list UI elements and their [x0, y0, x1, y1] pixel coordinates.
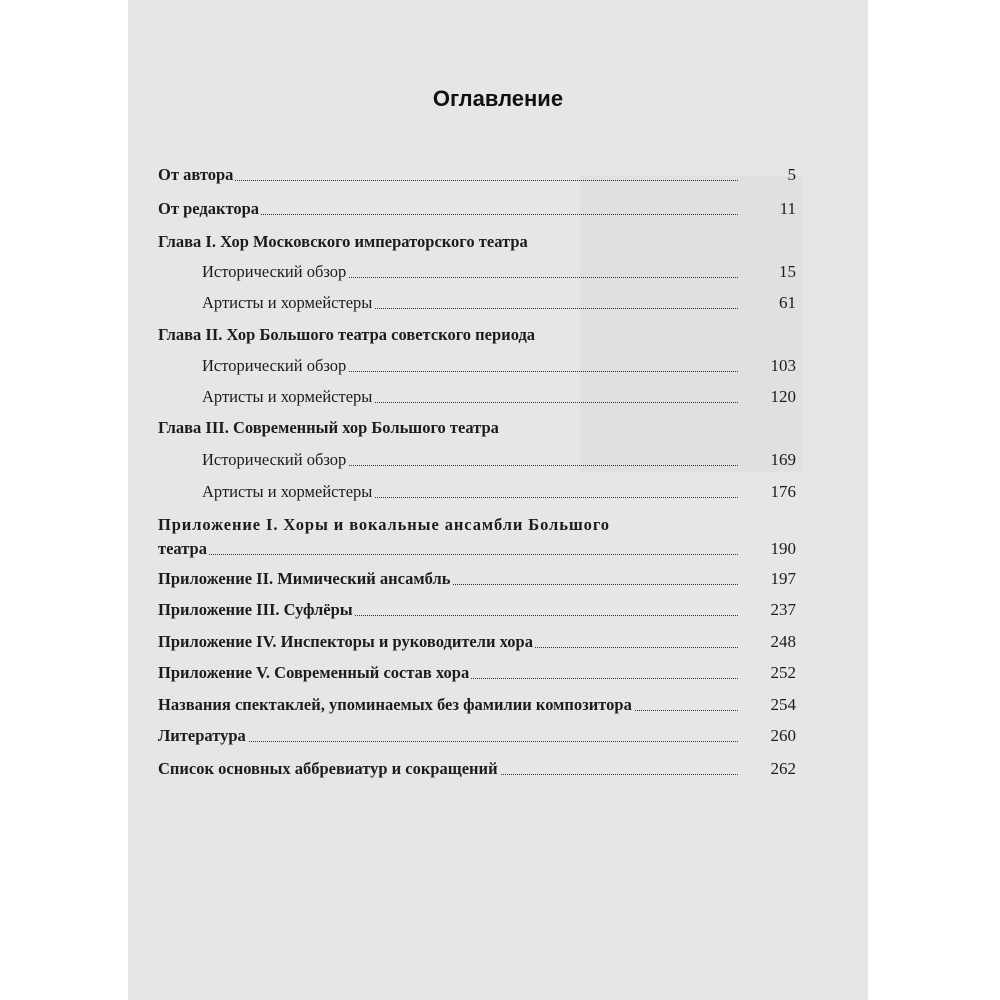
- toc-subentry: [202, 385, 796, 409]
- toc-entry: [158, 197, 796, 221]
- toc-entry: [158, 630, 796, 654]
- toc-chapter-heading: [158, 416, 796, 440]
- toc-entry-page: 254: [770, 695, 796, 714]
- toc-entry-label: Названия спектаклей, упоминаемых без фамилии композитора: [158, 693, 634, 717]
- toc-entry-page: 103: [770, 356, 796, 375]
- book-page: [128, 0, 868, 1000]
- toc-entry-label: Исторический обзор: [202, 354, 348, 378]
- toc-entry: [158, 513, 796, 561]
- toc-entry-label: Артисты и хормейстеры: [202, 385, 374, 409]
- toc-entry-label: Приложение III. Суфлёры: [158, 598, 355, 622]
- toc-entry: [158, 163, 796, 187]
- dot-leader: [158, 180, 738, 181]
- toc-entry-label: Приложение I. Хоры и вокальные ансамбли Большого: [158, 513, 612, 537]
- toc-entry-page: 61: [779, 293, 796, 312]
- toc-entry-page: 252: [770, 663, 796, 682]
- toc-entry-label-continuation: театра: [158, 537, 209, 561]
- toc-entry-page: 11: [779, 199, 796, 218]
- toc-chapter-heading: [158, 323, 796, 347]
- toc-entry-label: Глава II. Хор Большого театра советского периода: [158, 323, 537, 347]
- toc-entry-label: Исторический обзор: [202, 448, 348, 472]
- toc-chapter-heading: [158, 230, 796, 254]
- toc-subentry: [202, 291, 796, 315]
- page-title: Оглавление: [432, 86, 564, 111]
- toc-subentry: [202, 448, 796, 472]
- toc-entry-page: 169: [770, 450, 796, 469]
- toc-entry: [158, 693, 796, 717]
- toc-entry-page: 237: [770, 600, 796, 619]
- toc-entry-label: Артисты и хормейстеры: [202, 480, 374, 504]
- toc-entry-page: 197: [770, 569, 796, 588]
- toc-entry-label: Артисты и хормейстеры: [202, 291, 374, 315]
- toc-entry-label: Приложение V. Современный состав хора: [158, 661, 471, 685]
- toc-entry: [158, 661, 796, 685]
- toc-entry-label: Глава III. Современный хор Большого театра: [158, 416, 501, 440]
- toc-entry: [158, 598, 796, 622]
- toc-entry-label: Исторический обзор: [202, 260, 348, 284]
- toc-subentry: [202, 354, 796, 378]
- toc-entry-label: Приложение IV. Инспекторы и руководители хора: [158, 630, 535, 654]
- dot-leader: [158, 554, 738, 555]
- toc-entry-label: Список основных аббревиатур и сокращений: [158, 757, 500, 781]
- toc-subentry: [202, 480, 796, 504]
- toc-entry-label: От автора: [158, 163, 235, 187]
- toc-entry-page: 262: [770, 759, 796, 778]
- toc-entry-label: Литература: [158, 724, 248, 748]
- toc-entry-label: Приложение II. Мимический ансамбль: [158, 567, 452, 591]
- toc-entry-page: 5: [787, 165, 796, 184]
- toc-entry-page: 120: [770, 387, 796, 406]
- toc-entry-page: 248: [770, 632, 796, 651]
- toc-entry-label: Глава I. Хор Московского императорского театра: [158, 230, 530, 254]
- toc-subentry: [202, 260, 796, 284]
- toc-entry: [158, 567, 796, 591]
- toc-entry: [158, 757, 796, 781]
- toc-entry-page: 176: [770, 482, 796, 501]
- toc-entry-page: 190: [770, 539, 796, 558]
- toc-entry-page: 15: [779, 262, 796, 281]
- toc-entry: [158, 724, 796, 748]
- toc-entry-label: От редактора: [158, 197, 261, 221]
- toc-entry-page: 260: [770, 726, 796, 745]
